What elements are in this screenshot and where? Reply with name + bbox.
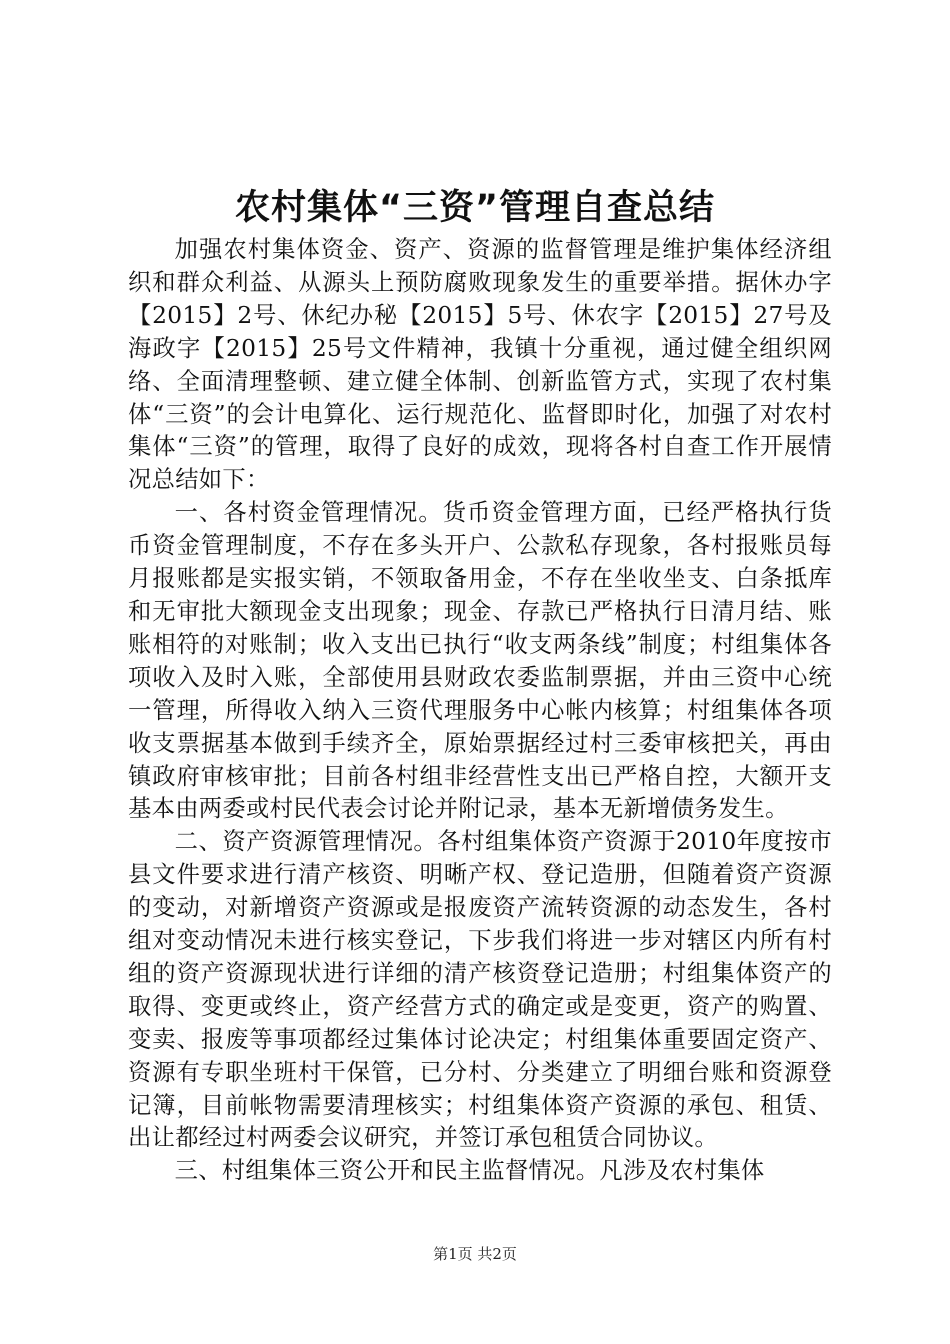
page-footer: 第1页 共2页 bbox=[433, 1245, 517, 1263]
paragraph-intro: 加强农村集体资金、资产、资源的监督管理是维护集体经济组织和群众利益、从源头上预防腐败现象发生的重要举措。据休办字【2015】2号、休纪办秘【2015】5号、休农字【2015】27号及海政字【2015】25号文件精神，我镇十分重视，通过健全组织网络、全面清理整顿、建立健全体制、创新监管方式，实现了农村集体“三资”的会计电算化、运行规范化、监督即时化，加强了对农村集体“三资”的管理，取得了良好的成效，现将各村自查工作开展情况总结如下： bbox=[128, 236, 832, 494]
document-body bbox=[128, 234, 832, 1188]
paragraph-funds-management: 一、各村资金管理情况。货币资金管理方面，已经严格执行货币资金管理制度，不存在多头开户、公款私存现象，各村报账员每月报账都是实报实销，不领取备用金，不存在坐收坐支、白条抵库和无审批大额现金支出现象；现金、存款已严格执行日清月结、账账相符的对账制；收入支出已执行“收支两条线”制度；村组集体各项收入及时入账，全部使用县财政农委监制票据，并由三资中心统一管理，所得收入纳入三资代理服务中心帐内核算；村组集体各项收支票据基本做到手续齐全，原始票据经过村三委审核把关，再由镇政府审核审批；目前各村组非经营性支出已严格自控，大额开支基本由两委或村民代表会讨论并附记录，基本无新增债务发生。 bbox=[128, 499, 832, 823]
paragraph-assets-management: 二、资产资源管理情况。各村组集体资产资源于2010年度按市县文件要求进行清产核资、明晰产权、登记造册，但随着资产资源的变动，对新增资产资源或是报废资产流转资源的动态发生，各村组对变动情况未进行核实登记，下步我们将进一步对辖区内所有村组的资产资源现状进行详细的清产核资登记造册；村组集体资产的取得、变更或终止，资产经营方式的确定或是变更，资产的购置、变卖、报废等事项都经过集体讨论决定；村组集体重要固定资产、资源有专职坐班村干保管，已分村、分类建立了明细台账和资源登记簿，目前帐物需要清理核实；村组集体资产资源的承包、租赁、出让都经过村两委会议研究，并签订承包租赁合同协议。 bbox=[128, 828, 832, 1152]
document-title: 农村集体“三资”管理自查总结 bbox=[234, 188, 715, 228]
paragraph-disclosure-supervision: 三、村组集体三资公开和民主监督情况。凡涉及农村集体 bbox=[174, 1157, 765, 1185]
